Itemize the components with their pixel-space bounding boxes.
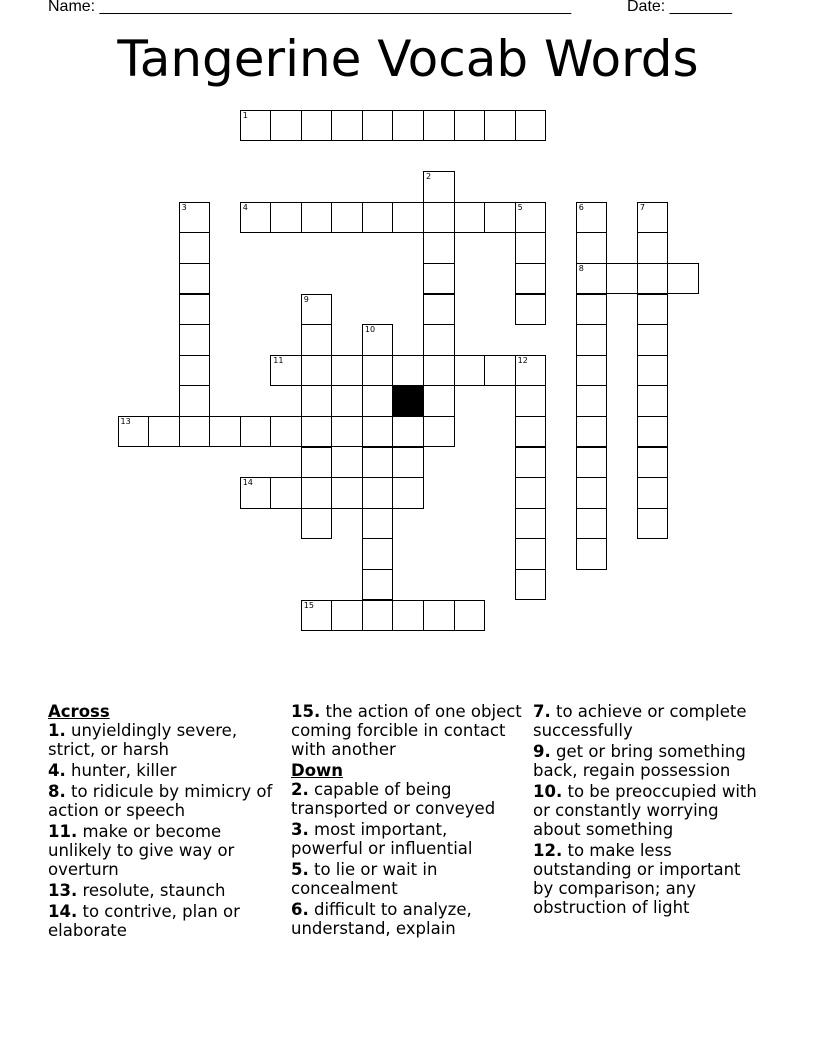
grid-cell[interactable]	[179, 232, 211, 263]
grid-cell[interactable]	[667, 263, 699, 294]
clue-number: 3	[181, 202, 187, 212]
clue-number: 2	[426, 172, 432, 182]
grid-cell[interactable]	[576, 232, 608, 263]
grid-cell[interactable]	[423, 416, 455, 447]
grid-cell[interactable]	[637, 508, 669, 539]
grid-cell[interactable]	[484, 110, 516, 141]
grid-cell[interactable]	[209, 416, 241, 447]
grid-cell[interactable]	[576, 416, 608, 447]
grid-cell[interactable]	[576, 508, 608, 539]
grid-cell[interactable]	[454, 202, 486, 233]
clue-across-15: 15. the action of one object coming forcible in contact with another	[291, 702, 522, 759]
grid-cell[interactable]	[301, 110, 333, 141]
grid-cell[interactable]	[301, 294, 333, 325]
grid-cell[interactable]	[179, 202, 211, 233]
grid-cell[interactable]	[637, 232, 669, 263]
grid-cell[interactable]	[423, 385, 455, 416]
grid-cell[interactable]	[392, 110, 424, 141]
grid-cell[interactable]	[270, 477, 302, 508]
clue-number: 15	[303, 600, 314, 610]
clue-across-4: 4. hunter, killer	[48, 761, 177, 780]
clue-number: 7	[639, 202, 645, 212]
grid-cell[interactable]	[301, 355, 333, 386]
grid-cell[interactable]	[484, 202, 516, 233]
grid-block	[392, 385, 424, 416]
grid-cell[interactable]	[270, 355, 302, 386]
grid-cell[interactable]	[392, 416, 424, 447]
clue-number: 9	[303, 294, 309, 304]
grid-cell[interactable]	[515, 263, 547, 294]
grid-cell[interactable]	[179, 263, 211, 294]
grid-cell[interactable]	[515, 294, 547, 325]
grid-cell[interactable]	[362, 355, 394, 386]
grid-cell[interactable]	[362, 477, 394, 508]
grid-cell[interactable]	[423, 294, 455, 325]
clues-column-1	[48, 702, 280, 942]
grid-cell[interactable]	[362, 600, 394, 631]
grid-cell[interactable]	[362, 508, 394, 539]
grid-cell[interactable]	[362, 385, 394, 416]
grid-cell[interactable]	[515, 538, 547, 569]
grid-cell[interactable]	[301, 447, 333, 478]
grid-cell[interactable]	[179, 294, 211, 325]
grid-cell[interactable]	[331, 355, 363, 386]
grid-cell[interactable]	[576, 447, 608, 478]
grid-cell[interactable]	[454, 355, 486, 386]
grid-cell[interactable]	[392, 447, 424, 478]
grid-cell[interactable]	[240, 477, 272, 508]
grid-cell[interactable]	[515, 416, 547, 447]
grid-cell[interactable]	[301, 385, 333, 416]
grid-cell[interactable]	[270, 416, 302, 447]
clue-down-12: 12. to make less outstanding or important by comparison; any obstruction of light	[533, 841, 741, 917]
grid-cell[interactable]	[637, 324, 669, 355]
grid-cell[interactable]	[637, 416, 669, 447]
grid-cell[interactable]	[515, 355, 547, 386]
across-heading: Across	[48, 702, 110, 721]
grid-cell[interactable]	[240, 110, 272, 141]
clue-down-2: 2. capable of being transported or conveyed	[291, 780, 496, 818]
clue-down-3: 3. most important, powerful or influential	[291, 820, 473, 858]
grid-cell[interactable]	[576, 324, 608, 355]
grid-cell[interactable]	[301, 508, 333, 539]
grid-cell[interactable]	[240, 416, 272, 447]
page-title: Tangerine Vocab Words	[117, 30, 699, 88]
clue-down-10: 10. to be preoccupied with or constantly worrying about something	[533, 782, 757, 839]
clue-across-8: 8. to ridicule by mimicry of action or speech	[48, 782, 273, 820]
grid-cell[interactable]	[331, 110, 363, 141]
grid-cell[interactable]	[576, 294, 608, 325]
grid-cell[interactable]	[392, 477, 424, 508]
grid-cell[interactable]	[240, 202, 272, 233]
clue-down-6: 6. difficult to analyze, understand, explain	[291, 900, 472, 938]
clue-across-1: 1. unyieldingly severe, strict, or harsh	[48, 721, 238, 759]
grid-cell[interactable]	[515, 447, 547, 478]
clue-across-11: 11. make or become unlikely to give way or overturn	[48, 822, 235, 879]
clue-number: 13	[120, 417, 131, 426]
clue-number: 8	[578, 264, 584, 273]
grid-cell[interactable]	[301, 416, 333, 447]
clues-column-3	[533, 702, 765, 919]
grid-cell[interactable]	[423, 600, 455, 631]
grid-cell[interactable]	[423, 202, 455, 233]
grid-cell[interactable]	[392, 600, 424, 631]
grid-cell[interactable]	[362, 202, 394, 233]
grid-cell[interactable]	[362, 324, 394, 355]
grid-cell[interactable]	[362, 538, 394, 569]
grid-cell[interactable]	[423, 263, 455, 294]
clue-across-14: 14. to contrive, plan or elaborate	[48, 902, 240, 940]
clue-number: 11	[273, 355, 284, 365]
grid-cell[interactable]	[179, 324, 211, 355]
grid-cell[interactable]	[179, 385, 211, 416]
grid-cell[interactable]	[606, 263, 638, 294]
grid-cell[interactable]	[423, 232, 455, 263]
down-heading: Down	[291, 761, 344, 780]
grid-cell[interactable]	[515, 202, 547, 233]
clue-across-13: 13. resolute, staunch	[48, 881, 226, 900]
grid-cell[interactable]	[179, 416, 211, 447]
clue-down-5: 5. to lie or wait in concealment	[291, 860, 438, 898]
clue-down-7: 7. to achieve or complete successfully	[533, 702, 747, 740]
grid-cell[interactable]	[515, 232, 547, 263]
grid-cell[interactable]	[576, 385, 608, 416]
date-field-line: Date: _______	[627, 0, 732, 15]
grid-cell[interactable]	[423, 171, 455, 202]
clue-number: 12	[517, 355, 528, 365]
clue-number: 6	[578, 202, 584, 212]
grid-cell[interactable]	[515, 569, 547, 600]
grid-cell[interactable]	[301, 600, 333, 631]
grid-cell[interactable]	[637, 263, 669, 294]
grid-cell[interactable]	[118, 416, 150, 447]
grid-cell[interactable]	[637, 477, 669, 508]
grid-cell[interactable]	[423, 324, 455, 355]
grid-cell[interactable]	[637, 202, 669, 233]
clue-number: 5	[517, 202, 523, 212]
grid-cell[interactable]	[301, 202, 333, 233]
grid-cell[interactable]	[515, 477, 547, 508]
grid-cell[interactable]	[637, 294, 669, 325]
grid-cell[interactable]	[423, 355, 455, 386]
grid-cell[interactable]	[362, 110, 394, 141]
grid-cell[interactable]	[301, 324, 333, 355]
grid-cell[interactable]	[179, 355, 211, 386]
grid-cell[interactable]	[637, 355, 669, 386]
grid-cell[interactable]	[454, 110, 486, 141]
grid-cell[interactable]	[362, 447, 394, 478]
grid-cell[interactable]	[515, 110, 547, 141]
clue-number: 10	[364, 325, 376, 335]
grid-cell[interactable]	[637, 385, 669, 416]
clue-number: 1	[242, 111, 248, 120]
grid-cell[interactable]	[576, 263, 608, 294]
clue-number: 14	[242, 478, 253, 488]
clue-down-9: 9. get or bring something back, regain possession	[533, 742, 746, 780]
grid-cell[interactable]	[576, 355, 608, 386]
grid-cell[interactable]	[331, 600, 363, 631]
grid-cell[interactable]	[576, 202, 608, 233]
grid-cell[interactable]	[331, 202, 363, 233]
grid-cell[interactable]	[331, 416, 363, 447]
grid-cell[interactable]	[576, 538, 608, 569]
grid-cell[interactable]	[392, 355, 424, 386]
grid-cell[interactable]	[148, 416, 180, 447]
grid-cell[interactable]	[270, 202, 302, 233]
grid-cell[interactable]	[423, 110, 455, 141]
grid-cell[interactable]	[484, 355, 516, 386]
grid-cell[interactable]	[454, 600, 486, 631]
grid-cell[interactable]	[331, 477, 363, 508]
grid-cell[interactable]	[576, 477, 608, 508]
grid-cell[interactable]	[362, 569, 394, 600]
grid-cell[interactable]	[362, 416, 394, 447]
grid-cell[interactable]	[270, 110, 302, 141]
clue-number: 4	[242, 202, 248, 212]
clues-column-2	[291, 702, 523, 940]
name-field-line: Name: _____________________________________________________	[48, 0, 572, 15]
grid-cell[interactable]	[392, 202, 424, 233]
grid-cell[interactable]	[515, 508, 547, 539]
grid-cell[interactable]	[301, 477, 333, 508]
grid-cell[interactable]	[637, 447, 669, 478]
grid-cell[interactable]	[515, 385, 547, 416]
